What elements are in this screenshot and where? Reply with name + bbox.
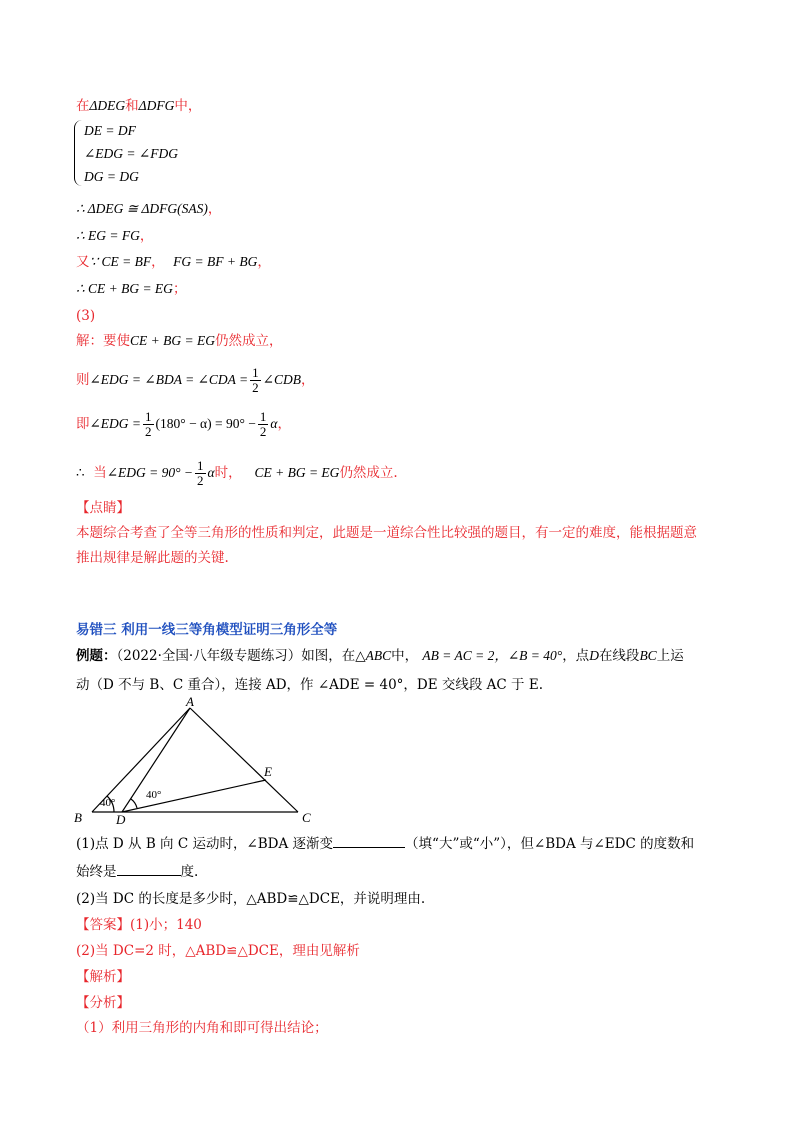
section-title: 易错三 利用一线三等角模型证明三角形全等 [76,622,338,638]
proof-and: 又∵ CE = BF， FG = BF + BG， [76,254,271,270]
equation-brace [74,120,83,186]
proof-eg-fg: ∴ EG = FG， [76,228,154,244]
label-b: B [74,810,82,825]
analysis-label: 【解析】 [76,969,130,985]
label-a: A [186,696,194,709]
part3-label: (3) [76,308,96,324]
question-1-cont: 始终是 度. [76,861,198,882]
equation-2: ∠EDG = ∠FDG [84,146,178,161]
proof-conclusion: ∴ CE + BG = EG； [76,281,187,297]
example-line-1: 例题：（2022·全国·八年级专题练习）如图，在△ABC中， AB = AC = 2，∠B = 40°，点D在线段BC上运 [76,648,684,664]
proof-intro: 在ΔDEG和ΔDFG中， [76,98,202,114]
equation-1: DE = DF [84,123,136,138]
label-angle-d: 40° [146,789,162,801]
side-ac [190,708,298,812]
triangle-figure [70,696,340,826]
segment-de [122,780,266,812]
answer-blank-1[interactable] [333,833,405,848]
answer-blank-2[interactable] [117,861,181,876]
comment-text-2: 推出规律是解此题的关键. [76,550,229,566]
angle-arc-d [131,799,137,808]
label-angle-b: 40° [100,797,116,809]
question-2: (2)当 DC 的长度是多少时，△ABD≌△DCE，并说明理由. [76,891,426,907]
part3-therefore: ∴ 当∠EDG = 90° − $\frac{1}{2}$ α时， CE + BG = EG仍然成立. [76,458,398,488]
proof-congruence: ∴ ΔDEG ≅ ΔDFG(SAS)， [76,201,222,217]
example-line-2: 动（D 不与 B、C 重合），连接 AD，作 ∠ADE = 40°，DE 交线段 AC 于 E. [76,677,543,693]
label-c: C [302,810,311,825]
part3-i-e: 即∠EDG = $\frac{1}{2}$ (180° − α) = 90° − $\frac{1}{2}$ α， [76,409,291,439]
comment-label: 【点睛】 [76,500,130,516]
fenxi-label: 【分析】 [76,995,130,1011]
equation-3: DG = DG [84,169,139,184]
label-d: D [116,812,126,826]
comment-text-1: 本题综合考查了全等三角形的性质和判定，此题是一道综合性比较强的题目，有一定的难度，能根据题意 [76,525,697,541]
part3-then: 则∠EDG = ∠BDA = ∠CDA = $\frac{1}{2}$ ∠CDB， [76,365,315,395]
label-e: E [264,764,272,779]
question-1: (1)点 D 从 B 向 C 运动时，∠BDA 逐渐变 （填“大”或“小”），但∠BDA 与∠EDC 的度数和 [76,833,694,854]
part3-solution: 解：要使CE + BG = EG仍然成立， [76,333,283,349]
answer-line-2: (2)当 DC=2 时，△ABD≌△DCE，理由见解析 [76,943,360,959]
answer-line-1: 【答案】(1)小；140 [76,917,202,933]
fenxi-text-1: （1）利用三角形的内角和即可得出结论； [76,1020,328,1036]
